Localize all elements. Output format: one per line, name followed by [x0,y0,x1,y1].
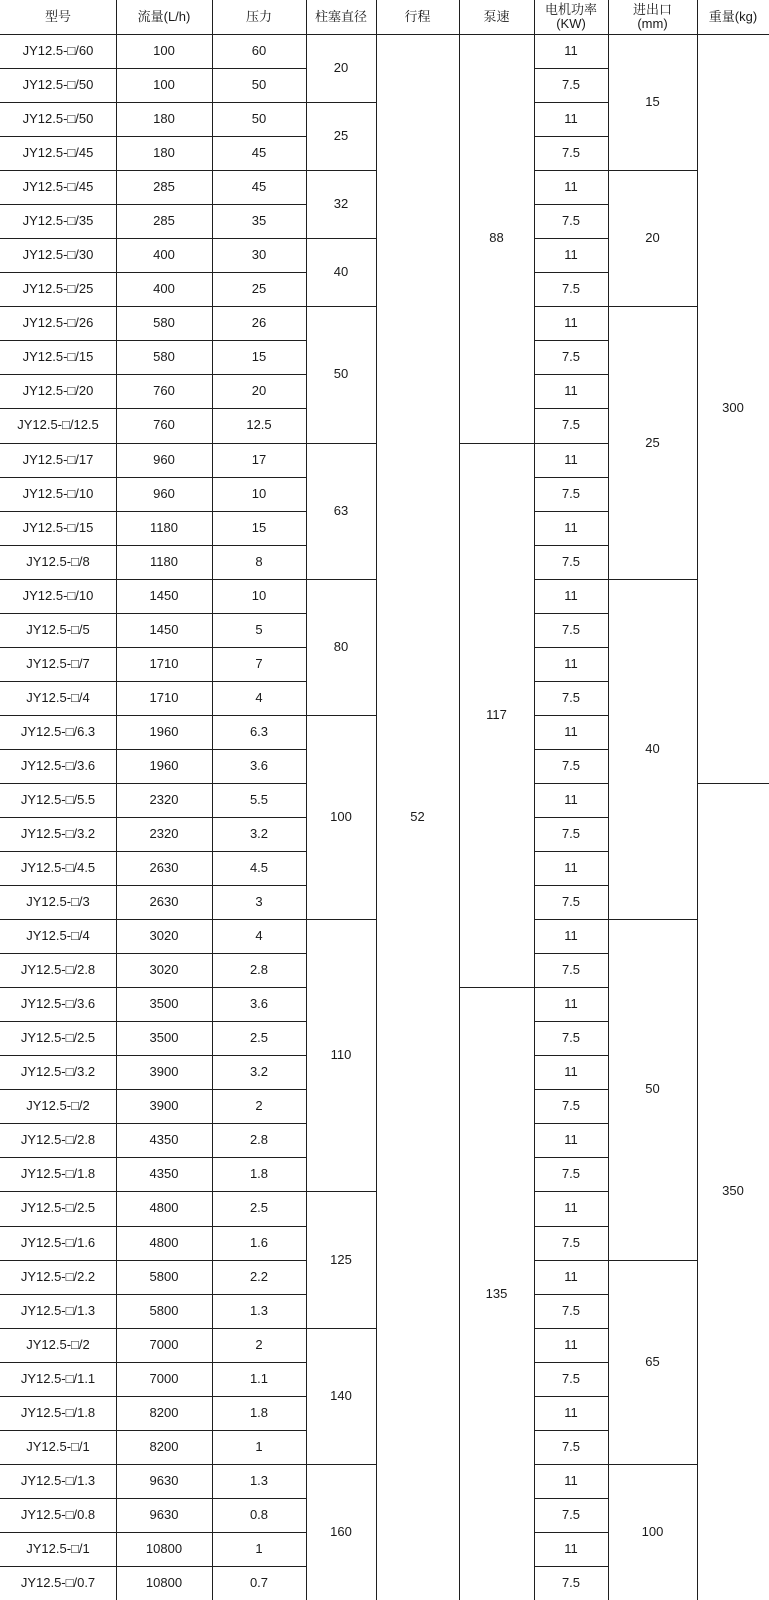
pressure-cell: 1.1 [249,1370,269,1386]
port-cell: 65 [645,1353,660,1369]
motor-power-cell: 7.5 [561,621,581,637]
motor-power-cell: 11 [564,315,578,331]
pressure-cell: 45 [251,179,267,195]
motor-power-cell: 11 [564,519,578,535]
pressure-cell: 15 [251,519,267,535]
motor-power-cell: 7.5 [561,553,581,569]
pressure-cell: 12.5 [246,417,272,433]
plunger-diameter-cell: 140 [330,1387,352,1403]
model-cell: JY12.5-□/7 [26,655,90,671]
pressure-cell: 17 [251,451,267,467]
pressure-cell: 50 [251,77,267,93]
pressure-cell: 4.5 [249,860,269,876]
flow-cell: 3500 [149,996,179,1012]
flow-cell: 1710 [149,689,179,705]
plunger-diameter-cell: 100 [330,808,352,824]
model-cell: JY12.5-□/1.3 [20,1302,96,1318]
pressure-cell: 5.5 [249,791,269,807]
model-cell: JY12.5-□/10 [22,485,94,501]
motor-power-cell: 11 [564,860,578,876]
model-cell: JY12.5-□/4 [26,689,90,705]
pressure-cell: 0.8 [249,1506,269,1522]
model-cell: JY12.5-□/1.1 [20,1370,96,1386]
pressure-cell: 1.6 [249,1234,269,1250]
column-divider [212,0,213,1600]
model-cell: JY12.5-□/17 [22,451,94,467]
plunger-diameter-cell: 40 [333,264,349,280]
port-cell: 50 [645,1081,660,1097]
model-cell: JY12.5-□/2.5 [20,1030,96,1046]
motor-power-cell: 11 [564,587,578,603]
flow-cell: 285 [153,213,175,229]
model-cell: JY12.5-□/26 [22,315,94,331]
plunger-diameter-cell: 80 [333,638,349,654]
flow-cell: 8200 [149,1404,179,1420]
model-cell: JY12.5-□/50 [22,77,94,93]
model-cell: JY12.5-□/10 [22,587,94,603]
motor-power-cell: 11 [564,723,578,739]
motor-power-cell: 7.5 [561,1574,581,1590]
pressure-cell: 3.6 [249,996,269,1012]
pressure-cell: 8 [255,553,263,569]
motor-power-cell: 7.5 [561,213,581,229]
motor-power-cell: 11 [564,247,578,263]
pressure-cell: 1.8 [249,1404,269,1420]
flow-cell: 2320 [149,826,179,842]
weight-cell: 350 [722,1183,744,1199]
motor-power-cell: 7.5 [561,962,581,978]
port-cell: 15 [645,94,660,110]
flow-cell: 10800 [145,1540,183,1556]
flow-cell: 2630 [149,894,179,910]
model-cell: JY12.5-□/15 [22,519,94,535]
model-cell: JY12.5-□/50 [22,111,94,127]
pressure-cell: 3.6 [249,757,269,773]
port-cell: 40 [645,740,660,756]
motor-power-cell: 7.5 [561,485,581,501]
pressure-cell: 2.5 [249,1200,269,1216]
pressure-cell: 3.2 [249,1064,269,1080]
pressure-cell: 6.3 [249,723,269,739]
motor-power-cell: 7.5 [561,1234,581,1250]
pressure-cell: 1 [255,1438,263,1454]
pressure-cell: 1.3 [249,1472,269,1488]
pressure-cell: 2.2 [249,1268,269,1284]
motor-power-cell: 7.5 [561,349,581,365]
flow-cell: 3020 [149,928,179,944]
pressure-cell: 4 [255,689,263,705]
model-cell: JY12.5-□/15 [22,349,94,365]
model-cell: JY12.5-□/1.8 [20,1404,96,1420]
port-cell: 100 [641,1523,664,1539]
flow-cell: 100 [153,77,175,93]
column-divider [608,0,609,1600]
model-cell: JY12.5-□/1 [26,1540,90,1556]
flow-cell: 760 [153,417,175,433]
pressure-cell: 45 [251,145,267,161]
model-cell: JY12.5-□/2.8 [20,962,96,978]
motor-power-cell: 7.5 [561,1370,581,1386]
motor-power-cell: 11 [564,1268,578,1284]
model-cell: JY12.5-□/2 [26,1098,90,1114]
motor-power-cell: 11 [564,1200,578,1216]
model-cell: JY12.5-□/45 [22,145,94,161]
pump-speed-cell: 88 [489,230,504,246]
plunger-diameter-cell: 50 [333,366,349,382]
model-cell: JY12.5-□/25 [22,281,94,297]
motor-power-cell: 11 [564,451,578,467]
model-cell: JY12.5-□/12.5 [17,417,99,433]
header-weight: 重量(kg) [708,9,758,24]
flow-cell: 2630 [149,860,179,876]
model-cell: JY12.5-□/5.5 [20,791,96,807]
motor-power-cell: 7.5 [561,826,581,842]
flow-cell: 3900 [149,1064,179,1080]
plunger-diameter-cell: 125 [330,1251,352,1267]
plunger-diameter-cell: 160 [330,1523,352,1539]
header-stroke: 行程 [404,9,431,24]
pressure-cell: 10 [251,485,267,501]
model-cell: JY12.5-□/3.6 [20,996,96,1012]
model-cell: JY12.5-□/2.8 [20,1132,96,1148]
plunger-diameter-cell: 25 [333,128,349,144]
motor-power-cell: 11 [564,1336,578,1352]
motor-power-cell: 11 [564,1064,578,1080]
motor-power-cell: 7.5 [561,77,581,93]
header-plunger-diameter: 柱塞直径 [314,9,367,24]
model-cell: JY12.5-□/1 [26,1438,90,1454]
pressure-cell: 2.5 [249,1030,269,1046]
pressure-cell: 3 [255,894,263,910]
column-divider [697,0,698,1600]
motor-power-cell: 11 [564,655,578,671]
model-cell: JY12.5-□/6.3 [20,723,96,739]
model-cell: JY12.5-□/3 [26,894,90,910]
flow-cell: 580 [153,315,175,331]
motor-power-cell: 7.5 [561,1302,581,1318]
stroke-cell: 52 [410,809,425,824]
pressure-cell: 60 [251,43,267,59]
pressure-cell: 7 [255,655,263,671]
motor-power-cell: 7.5 [561,1166,581,1182]
flow-cell: 4350 [149,1166,179,1182]
pressure-cell: 4 [255,928,263,944]
model-cell: JY12.5-□/1.6 [20,1234,96,1250]
pressure-cell: 50 [251,111,267,127]
pressure-cell: 5 [255,621,263,637]
flow-cell: 3020 [149,962,179,978]
pressure-cell: 1.3 [249,1302,269,1318]
motor-power-cell: 11 [564,383,578,399]
motor-power-cell: 7.5 [561,145,581,161]
flow-cell: 580 [153,349,175,365]
motor-power-cell: 11 [564,791,578,807]
model-cell: JY12.5-□/30 [22,247,94,263]
pressure-cell: 30 [251,247,267,263]
plunger-diameter-cell: 63 [333,502,349,518]
model-cell: JY12.5-□/5 [26,621,90,637]
flow-cell: 5800 [149,1268,179,1284]
column-divider [459,0,460,1600]
flow-cell: 960 [153,485,175,501]
model-cell: JY12.5-□/2 [26,1336,90,1352]
model-cell: JY12.5-□/45 [22,179,94,195]
flow-cell: 8200 [149,1438,179,1454]
pressure-cell: 2 [255,1336,263,1352]
motor-power-cell: 11 [564,43,578,59]
motor-power-cell: 7.5 [561,689,581,705]
motor-power-cell: 7.5 [561,417,581,433]
flow-cell: 9630 [149,1506,179,1522]
motor-power-cell: 7.5 [561,1098,581,1114]
motor-power-cell: 11 [564,179,578,195]
pressure-cell: 26 [251,315,267,331]
model-cell: JY12.5-□/60 [22,43,94,59]
motor-power-cell: 11 [564,1472,578,1488]
pressure-cell: 0.7 [249,1574,269,1590]
flow-cell: 1180 [150,553,178,569]
port-cell: 25 [645,434,660,450]
model-cell: JY12.5-□/3.2 [20,1064,96,1080]
pressure-cell: 1.8 [249,1166,269,1182]
model-cell: JY12.5-□/0.7 [20,1574,96,1590]
motor-power-cell: 7.5 [561,757,581,773]
pump-speed-cell: 117 [486,706,507,722]
column-divider [116,0,117,1600]
plunger-diameter-cell: 20 [333,60,349,76]
header-pump-speed: 泵速 [483,9,510,24]
header-port: 进出口 (mm) [632,2,672,31]
model-cell: JY12.5-□/4 [26,928,90,944]
pressure-cell: 25 [251,281,267,297]
column-divider [306,0,307,1600]
flow-cell: 1450 [149,587,179,603]
motor-power-cell: 7.5 [561,1030,581,1046]
motor-power-cell: 11 [564,111,578,127]
flow-cell: 3900 [149,1098,179,1114]
pressure-cell: 2 [255,1098,263,1114]
flow-cell: 1450 [149,621,179,637]
model-cell: JY12.5-□/35 [22,213,94,229]
pressure-cell: 2.8 [249,962,269,978]
header-flow: 流量(L/h) [137,9,191,24]
flow-cell: 7000 [149,1370,179,1386]
model-cell: JY12.5-□/1.3 [20,1472,96,1488]
model-cell: JY12.5-□/1.8 [20,1166,96,1182]
header-model: 型号 [44,9,71,24]
flow-cell: 180 [153,111,175,127]
flow-cell: 1960 [149,723,179,739]
motor-power-cell: 7.5 [561,1438,581,1454]
flow-cell: 1710 [149,655,179,671]
motor-power-cell: 11 [564,928,578,944]
flow-cell: 400 [153,247,175,263]
flow-cell: 760 [153,383,175,399]
model-cell: JY12.5-□/8 [26,553,90,569]
port-cell: 20 [645,230,660,246]
motor-power-cell: 11 [564,1132,578,1148]
flow-cell: 3500 [149,1030,179,1046]
model-cell: JY12.5-□/4.5 [20,860,96,876]
model-cell: JY12.5-□/0.8 [20,1506,96,1522]
pressure-cell: 1 [255,1540,263,1556]
flow-cell: 1960 [149,757,179,773]
column-divider [534,0,535,1600]
flow-cell: 100 [153,43,175,59]
flow-cell: 960 [153,451,175,467]
flow-cell: 4350 [149,1132,179,1148]
pressure-cell: 10 [251,587,267,603]
model-cell: JY12.5-□/2.5 [20,1200,96,1216]
column-divider [376,0,377,1600]
flow-cell: 4800 [149,1234,179,1250]
flow-cell: 400 [153,281,175,297]
flow-cell: 1180 [150,519,178,535]
model-cell: JY12.5-□/2.2 [20,1268,96,1284]
pressure-cell: 15 [251,349,267,365]
motor-power-cell: 7.5 [561,281,581,297]
flow-cell: 7000 [149,1336,179,1352]
flow-cell: 5800 [149,1302,179,1318]
pressure-cell: 2.8 [249,1132,269,1148]
flow-cell: 10800 [145,1574,183,1590]
pump-speed-cell: 135 [485,1285,508,1301]
pressure-cell: 20 [251,383,267,399]
header-motor-power: 电机功率 (KW) [544,2,597,31]
plunger-diameter-cell: 110 [330,1047,352,1063]
plunger-diameter-cell: 32 [333,196,349,212]
motor-power-cell: 7.5 [561,894,581,910]
header-pressure: 压力 [245,9,272,24]
motor-power-cell: 11 [564,1404,578,1420]
model-cell: JY12.5-□/3.2 [20,826,96,842]
flow-cell: 2320 [149,791,179,807]
motor-power-cell: 7.5 [561,1506,581,1522]
flow-cell: 180 [153,145,175,161]
motor-power-cell: 11 [564,1540,578,1556]
model-cell: JY12.5-□/20 [22,383,94,399]
motor-power-cell: 11 [564,996,578,1012]
pressure-cell: 35 [251,213,267,229]
model-cell: JY12.5-□/3.6 [20,757,96,773]
flow-cell: 4800 [149,1200,179,1216]
flow-cell: 285 [153,179,175,195]
weight-cell: 300 [722,400,744,416]
pressure-cell: 3.2 [249,826,269,842]
flow-cell: 9630 [149,1472,179,1488]
